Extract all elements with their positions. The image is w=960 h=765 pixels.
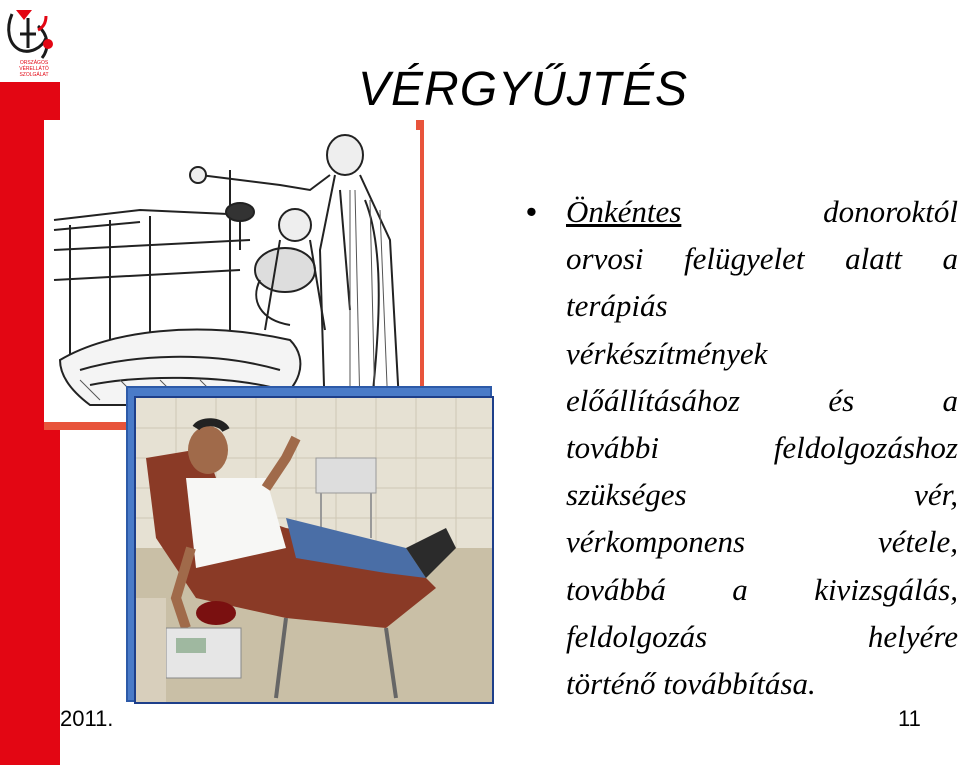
- footer-year: 2011.: [60, 706, 114, 731]
- bullet-word: terápiás: [566, 288, 668, 324]
- bullet-line: [566, 660, 958, 707]
- bullet-word: vérkészítmények: [566, 335, 768, 371]
- bullet-word: helyére: [867, 618, 958, 654]
- bullet-word: további: [566, 430, 659, 466]
- svg-text:VÉRELLÁTÓ: VÉRELLÁTÓ: [19, 66, 49, 72]
- bullet-line: [566, 424, 958, 471]
- blood-donor-photo: [134, 396, 494, 704]
- bullet-word: történő továbbítása.: [566, 666, 816, 702]
- donor-photo-frame: [126, 386, 496, 706]
- bullet-word: vérkomponens: [566, 524, 746, 560]
- bullet-word: alatt: [845, 241, 902, 277]
- bullet-word: felügyelet: [684, 241, 805, 277]
- bullet-line: [566, 613, 958, 660]
- bullet-word: vétele,: [877, 524, 958, 560]
- bullet-word: feldolgozás: [566, 618, 708, 654]
- bullet-word: és: [828, 382, 855, 418]
- bullet-line: [566, 282, 958, 329]
- bullet-line: [566, 235, 958, 282]
- bullet-word: előállításához: [566, 382, 740, 418]
- page-number: 11: [898, 706, 921, 731]
- svg-text:SZOLGÁLAT: SZOLGÁLAT: [19, 72, 49, 78]
- blood-service-logo: [2, 4, 66, 80]
- bullet-word: donoroktól: [823, 194, 958, 229]
- bullet-line: [566, 188, 958, 235]
- bullet-word: a: [942, 241, 958, 277]
- bullet-paragraph: [526, 188, 958, 707]
- bullet-lines: [566, 188, 958, 707]
- bullet-line: [566, 518, 958, 565]
- bullet-marker: •: [526, 194, 537, 229]
- bullet-word: orvosi: [566, 241, 644, 277]
- bullet-word: a: [732, 571, 748, 607]
- bullet-word: a: [942, 382, 958, 418]
- bullet-word: vér,: [914, 477, 958, 513]
- bullet-word: továbbá: [566, 571, 666, 607]
- slide-title: VÉRGYŰJTÉS: [358, 63, 689, 116]
- bullet-word: feldolgozáshoz: [773, 430, 958, 466]
- historical-transfusion-etching: [50, 130, 420, 420]
- bullet-word: szükséges: [566, 477, 687, 513]
- bullet-line: [566, 330, 958, 377]
- svg-text:ORSZÁGOS: ORSZÁGOS: [19, 60, 49, 66]
- bullet-line: [566, 566, 958, 613]
- bullet-word: kivizsgálás,: [814, 571, 958, 607]
- bullet-word: Önkéntes: [566, 194, 682, 229]
- bullet-line: [566, 377, 958, 424]
- bullet-line: [566, 471, 958, 518]
